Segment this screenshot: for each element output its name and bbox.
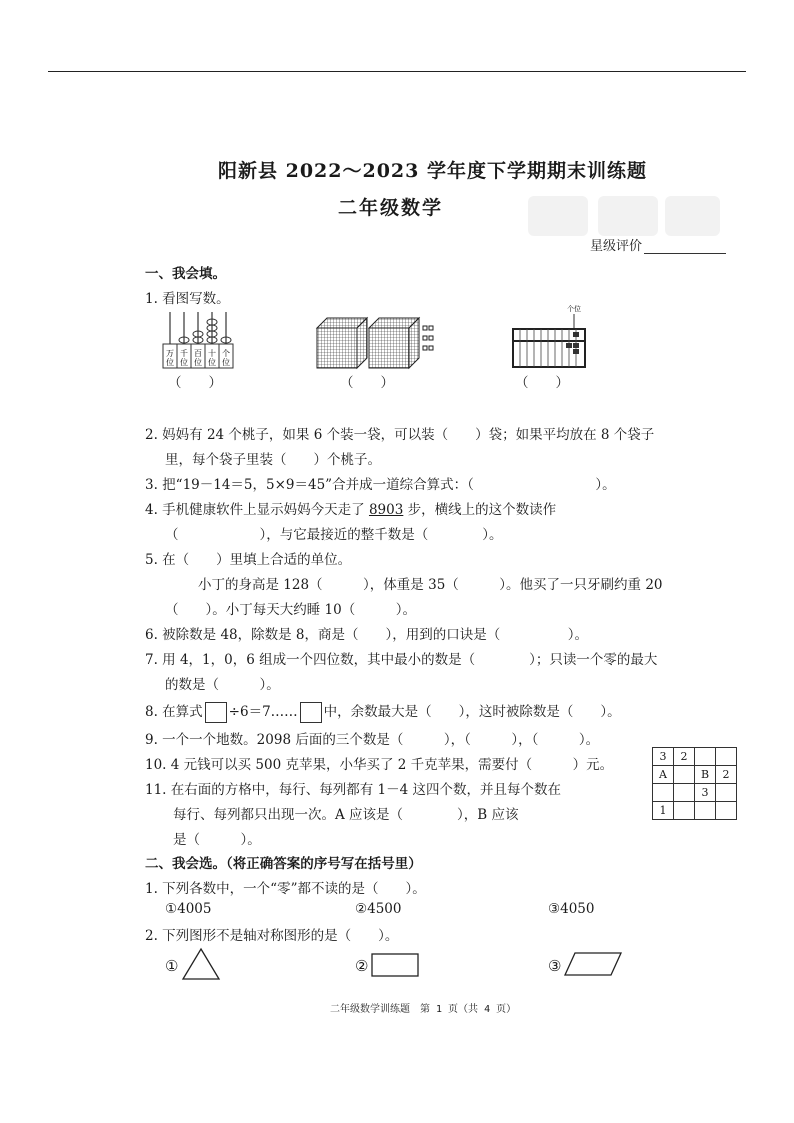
abacus-label: 千 — [180, 349, 188, 358]
q1-blank-2[interactable]: （ ） — [340, 375, 394, 391]
abacus-ones-label: 个位 — [567, 305, 581, 313]
q3: 3. 把“19－14＝5，5×9＝45”合并成一道综合算式：（ ）。 — [145, 477, 616, 493]
grid-cell: 3 — [653, 748, 674, 766]
section1-heading: 一、我会填。 — [145, 266, 226, 282]
rating-field — [590, 235, 726, 254]
q4-line1 — [145, 498, 556, 518]
q1-blank-3[interactable]: （ ） — [515, 375, 569, 391]
grid-cell: 3 — [695, 784, 716, 802]
grid-cell: B — [695, 766, 716, 784]
q6: 6. 被除数是 48，除数是 8，商是（ ），用到的口诀是（ ）。 — [145, 627, 589, 643]
grid-cell: 1 — [653, 802, 674, 820]
q4-text-b: 步，横线上的这个数读作 — [403, 502, 557, 518]
grid-cell — [695, 802, 716, 820]
abacus-label: 个 — [222, 349, 230, 358]
grid-cell — [716, 784, 737, 802]
q11-line3: 是（ ）。 — [173, 832, 261, 848]
q4-text-a: 4. 手机健康软件上显示妈妈今天走了 — [145, 502, 369, 518]
s2-q2-option-1[interactable]: ① — [165, 957, 179, 975]
page-footer: 二年级数学训练题 第 1 页（共 4 页） — [330, 1004, 517, 1015]
q5-line2: 小丁的身高是 128（ ），体重是 35（ ）。他买了一只牙刷约重 20 — [198, 577, 663, 593]
grid-cell — [674, 784, 695, 802]
sudoku-grid — [652, 747, 737, 820]
q5-line1: 5. 在（ ）里填上合适的单位。 — [145, 552, 352, 568]
q8 — [145, 700, 621, 723]
q1-text: 1. 看图写数。 — [145, 291, 230, 307]
scan-smudge — [528, 196, 588, 236]
s2-q1-option-3[interactable]: ③4050 — [548, 901, 595, 917]
rating-blank[interactable] — [644, 239, 726, 254]
scan-smudge — [665, 196, 720, 236]
s2-q2-option-3[interactable]: ③ — [548, 957, 562, 975]
grid-cell — [695, 748, 716, 766]
s2-q1-option-1[interactable]: ①4005 — [165, 901, 212, 917]
section2-heading: 二、我会选。（将正确答案的序号写在括号里） — [145, 856, 422, 872]
rating-label: 星级评价 — [590, 239, 643, 254]
s2-q2: 2. 下列图形不是轴对称图形的是（ ）。 — [145, 928, 399, 944]
q9: 9. 一个一个地数。2098 后面的三个数是（ ），（ ），（ ）。 — [145, 732, 600, 748]
q7-line2: 的数是（ ）。 — [165, 677, 280, 693]
triangle-shape-icon — [180, 946, 222, 982]
rectangle-shape-icon — [370, 952, 420, 978]
q8-text-c: 中，余数最大是（ ），这时被除数是（ ）。 — [323, 704, 621, 720]
abacus-sub: 位 — [180, 358, 188, 367]
grid-cell — [674, 802, 695, 820]
q11-line1: 11. 在右面的方格中，每行、每列都有 1－4 这四个数，并且每个数在 — [145, 782, 562, 798]
abacus-sub: 位 — [222, 358, 230, 367]
grid-cell — [674, 766, 695, 784]
grid-cell: 2 — [674, 748, 695, 766]
q11-line2: 每行、每列都只出现一次。A 应该是（ ），B 应该 — [173, 807, 519, 823]
top-rule — [48, 71, 746, 72]
s2-q2-option-2[interactable]: ② — [355, 957, 369, 975]
q5-line3: （ ）。小丁每天大约睡 10（ ）。 — [165, 602, 416, 618]
thousand-cubes-icon — [315, 316, 435, 372]
abacus-label: 百 — [194, 349, 202, 358]
q7-line1: 7. 用 4，1，0，6 组成一个四位数，其中最小的数是（ ）；只读一个零的最大 — [145, 652, 658, 668]
grid-cell — [716, 802, 737, 820]
q8-text-b: ÷6＝7…… — [228, 704, 298, 720]
scan-smudge — [598, 196, 658, 236]
abacus-sub: 位 — [166, 358, 174, 367]
q2-line2: 里，每个袋子里装（ ）个桃子。 — [165, 452, 381, 468]
grid-cell: 2 — [716, 766, 737, 784]
abacus-label: 十 — [208, 349, 216, 358]
q8-box-2[interactable] — [300, 702, 322, 723]
page-title: 阳新县 2022～2023 学年度下学期期末训练题 — [218, 160, 647, 182]
q8-text-a: 8. 在算式 — [145, 704, 203, 720]
s2-q1: 1. 下列各数中，一个“零”都不读的是（ ）。 — [145, 881, 426, 897]
s2-q1-option-2[interactable]: ②4500 — [355, 901, 402, 917]
parallelogram-shape-icon — [563, 951, 623, 977]
abacus-label: 万 — [166, 349, 174, 358]
q8-box-1[interactable] — [205, 702, 227, 723]
q10: 10. 4 元钱可以买 500 克苹果，小华买了 2 千克苹果，需要付（ ）元。 — [145, 757, 614, 773]
grid-cell — [653, 784, 674, 802]
q4-number: 8903 — [368, 502, 404, 518]
q4-line2: （ ），与它最接近的整千数是（ ）。 — [165, 527, 503, 543]
grid-cell — [716, 748, 737, 766]
abacus-sub: 位 — [194, 358, 202, 367]
page-subtitle: 二年级数学 — [338, 197, 444, 219]
abacus-sub: 位 — [208, 358, 216, 367]
frame-abacus-icon — [510, 303, 590, 371]
grid-cell: A — [653, 766, 674, 784]
q1-blank-1[interactable]: （ ） — [168, 375, 222, 391]
q2-line1: 2. 妈妈有 24 个桃子，如果 6 个装一袋，可以装（ ）袋；如果平均放在 8 个袋子 — [145, 427, 655, 443]
place-value-abacus-icon — [160, 308, 240, 370]
